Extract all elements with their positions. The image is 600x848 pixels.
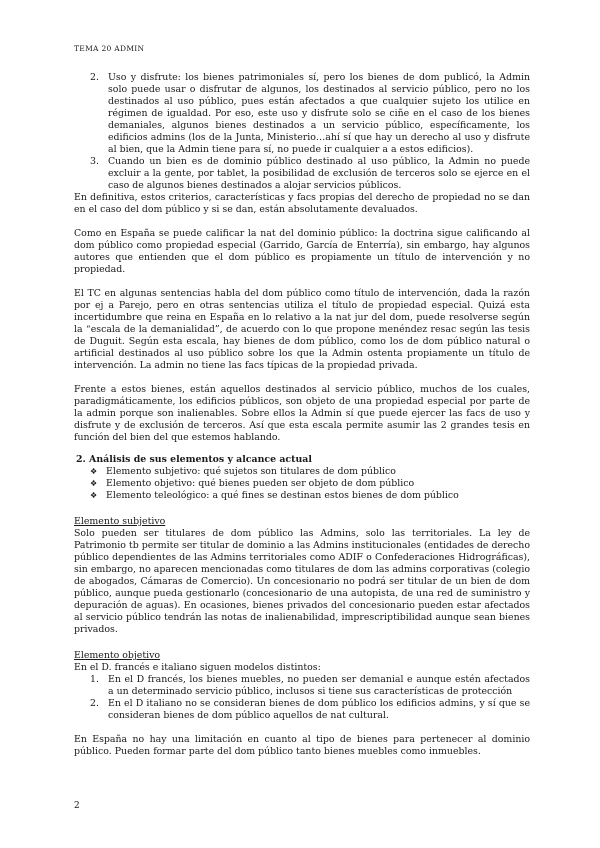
subsection-heading-objetivo: Elemento objetivo — [74, 650, 161, 661]
document-body — [74, 72, 530, 758]
list-item — [74, 156, 530, 192]
bullet-text: Elemento teleológico: a qué fines se destinan estos bienes de dom público — [106, 490, 459, 501]
list-item — [74, 72, 530, 156]
numbered-list-objetivo — [74, 674, 530, 722]
paragraph: El TC en algunas sentencias habla del dom público como título de intervención, dada la razón por ej a Parejo, pero en otras sentencias utiliza el título de propiedad especial. Quizá esta incertidumbre que reina en España en lo relativo a la nat jur del dom, puede resolverse según la “escala de la demanialidad”, de acuerdo con lo que propone menéndez resac según las tesis de Duguit. Según esta escala, hay bienes de dom público, como los de dom público natural o artificial destinados al uso público sobre los que la Admin ostenta propiamente un título de intervención. La admin no tiene las facs típicas de la propiedad privada. — [74, 288, 530, 371]
paragraph-objetivo-closing: En España no hay una limitación en cuanto al tipo de bienes para pertenecer al dominio público. Pueden formar parte del dom público tanto bienes muebles como inmuebles. — [74, 734, 530, 757]
list-item — [74, 674, 530, 698]
list-item-number: 2. — [90, 72, 99, 83]
list-item-number: 2. — [90, 698, 99, 709]
bullet-text: Elemento subjetivo: qué sujetos son titulares de dom público — [106, 466, 396, 477]
page-number: 2 — [74, 801, 80, 811]
diamond-bullet-icon: ❖ — [90, 491, 98, 500]
bullet-item — [74, 490, 530, 502]
paragraph: Frente a estos bienes, están aquellos destinados al servicio público, muchos de los cuales, paradigmáticamente, los edificios públicos, son objeto de una propiedad especial por parte de la admin porque son inalienables. Sobre ellos la Admin sí que puede ejercer las facs de uso y disfrute y de exclusión de terceros. Así que esta escala permite asumir las 2 grandes tesis en función del bien del que estemos hablando. — [74, 384, 530, 443]
list-item — [74, 698, 530, 722]
bullet-item — [74, 478, 530, 490]
list-item-number: 1. — [90, 674, 99, 685]
subsection-heading-subjetivo: Elemento subjetivo — [74, 516, 166, 527]
list-item-text: Cuando un bien es de dominio público destinado al uso público, la Admin no puede excluir a la gente, por tablet, la posibilidad de exclusión de terceros solo se ejerce en el caso de algunos bienes destinados a alojar servicios públicos. — [108, 156, 530, 191]
numbered-list-rights — [74, 72, 530, 192]
paragraph: En definitiva, estos criterios, características y facs propias del derecho de propiedad no se dan en el caso del dom público y si se dan, están absolutamente devaluados. — [74, 192, 530, 215]
list-item-text: En el D italiano no se consideran bienes de dom público los edificios admins, y sí que se consideran bienes de dom público aquellos de nat cultural. — [108, 698, 530, 721]
bullet-item — [74, 466, 530, 478]
diamond-bullet-icon: ❖ — [90, 479, 98, 488]
page-header: TEMA 20 ADMIN — [74, 44, 145, 53]
section-heading: 2. Análisis de sus elementos y alcance actual — [76, 454, 312, 465]
bullet-text: Elemento objetivo: qué bienes pueden ser objeto de dom público — [106, 478, 415, 489]
list-item-number: 3. — [90, 156, 99, 167]
bullet-list — [74, 466, 530, 502]
paragraph: Como en España se puede calificar la nat del dominio público: la doctrina sigue calificando al dom público como propiedad especial (Garrido, García de Enterría), sin embargo, hay algunos autores que entienden que el dom público es propiamente un título de intervención y no propiedad. — [74, 228, 530, 275]
paragraph-objetivo-intro: En el D. francés e italiano siguen modelos distintos: — [74, 662, 321, 673]
diamond-bullet-icon: ❖ — [90, 467, 98, 476]
list-item-text: En el D francés, los bienes muebles, no pueden ser demanial e aunque estén afectados a un determinado servicio público, inclusos si tiene sus características de protección — [108, 674, 530, 697]
paragraph-subjetivo: Solo pueden ser titulares de dom público las Admins, solo las territoriales. La ley de Patrimonio tb permite ser titular de dominio a las Admins institucionales (entidades de derecho público dependientes de las Admins territoriales como ADIF o Confederaciones Hidrográficas), sin embargo, no aparecen mencionadas como titulares de dom las admins corporativas (colegio de abogados, Cámaras de Comercio). Un concesionario no podrá ser titular de un bien de dom público, aunque pueda gestionarlo (concesionario de una autopista, de una red de suministro y depuración de aguas). En ocasiones, bienes privados del concesionario pueden estar afectados al servicio público tendrán las notas de inalienabilidad, imprescriptibilidad aunque sean bienes privados. — [74, 528, 530, 635]
list-item-text: Uso y disfrute: los bienes patrimoniales sí, pero los bienes de dom publicó, la Admin solo puede usar o disfrutar de algunos, los destinados al servicio público, pero no los destinados al uso público, pues están afectados a que cualquier sujeto los utilice en régimen de igualdad. Por eso, este uso y disfrute solo se ciñe en el caso de los bienes demaniales, algunos bienes destinados a un servicio público, específicamente, los edificios admins (los de la Junta, Ministerio…ahí sí que hay un derecho al uso y disfrute al bien, que la Admin tiene para sí, no puede ir cualquier a a estos edificios). — [108, 72, 530, 155]
